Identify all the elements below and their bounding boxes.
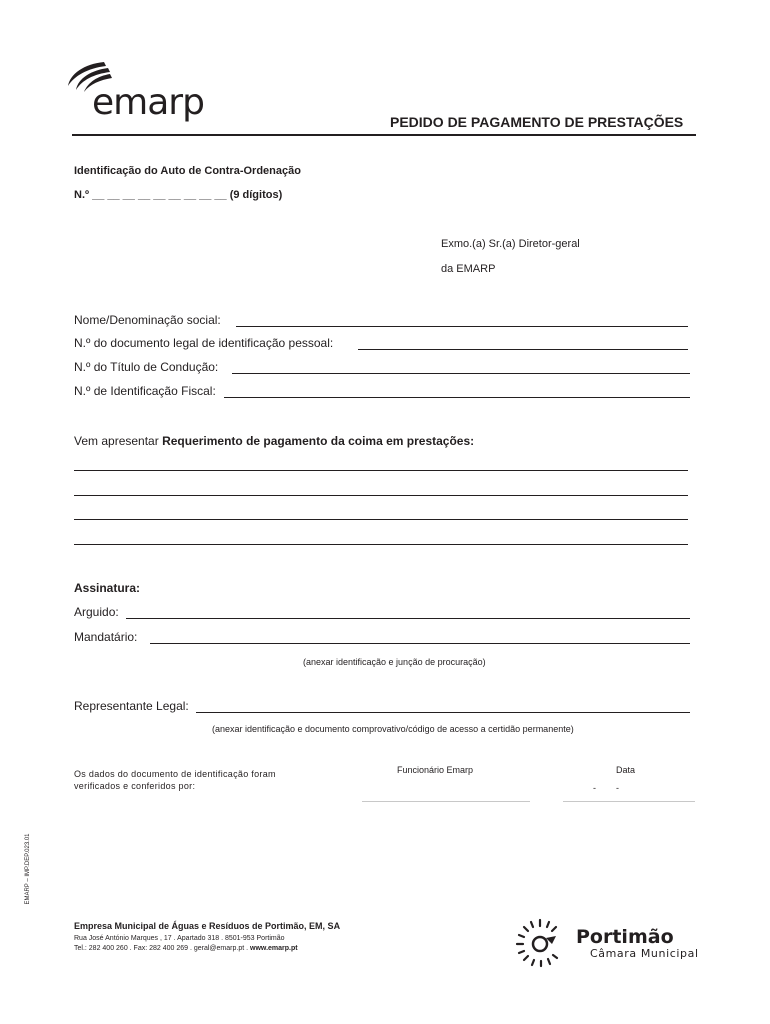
verification-text-1: Os dados do documento de identificação foram	[74, 769, 276, 779]
footer-address: Rua José António Marques , 17 . Apartado 318 . 8501-953 Portimão	[74, 935, 285, 942]
arguido-signature-line[interactable]	[126, 618, 690, 619]
date-field-line[interactable]	[563, 801, 695, 802]
document-title: PEDIDO DE PAGAMENTO DE PRESTAÇÕES	[390, 114, 684, 130]
header-rule	[72, 134, 696, 136]
form-code: EMARP – IMP.DEP.023.01	[25, 833, 31, 905]
emarp-logo	[64, 60, 214, 124]
license-field-line[interactable]	[232, 373, 690, 374]
logo-wordmark: emarp	[92, 82, 204, 123]
request-intro	[74, 434, 474, 448]
request-intro-text: Vem apresentar	[74, 434, 163, 448]
date-separators: - -	[593, 783, 619, 793]
request-line[interactable]	[74, 519, 688, 520]
nif-field-line[interactable]	[224, 397, 690, 398]
name-field-line[interactable]	[236, 326, 688, 327]
mandatario-signature-line[interactable]	[150, 643, 690, 644]
portimao-name: Portimão	[576, 926, 674, 948]
mandatario-label: Mandatário:	[74, 630, 138, 644]
addressee-line-1: Exmo.(a) Sr.(a) Diretor-geral	[441, 238, 580, 250]
arguido-label: Arguido:	[74, 605, 119, 619]
footer-website-link[interactable]: www.emarp.pt	[250, 945, 298, 952]
request-line[interactable]	[74, 544, 688, 545]
employee-label: Funcionário Emarp	[397, 765, 474, 775]
signature-heading: Assinatura:	[74, 581, 141, 595]
id-document-label: N.º do documento legal de identificação pessoal:	[74, 336, 334, 350]
addressee-line-2: da EMARP	[441, 263, 496, 275]
request-intro-bold: Requerimento de pagamento da coima em prestações:	[162, 434, 475, 448]
nif-label: N.º de Identificação Fiscal:	[74, 384, 216, 398]
legal-rep-signature-line[interactable]	[196, 712, 690, 713]
identification-heading: Identificação do Auto de Contra-Ordenação	[74, 165, 301, 177]
verification-text-2: verificados e conferidos por:	[74, 781, 196, 791]
portimao-logo	[512, 914, 712, 970]
legal-rep-note: (anexar identificação e documento comprovativo/código de acesso a certidão permanente)	[212, 724, 574, 734]
legal-rep-label: Representante Legal:	[74, 699, 189, 713]
request-line[interactable]	[74, 470, 688, 471]
request-line[interactable]	[74, 495, 688, 496]
portimao-emblem-icon	[512, 914, 568, 970]
footer-contacts	[74, 945, 298, 952]
auto-number-field[interactable]: N.º __ __ __ __ __ __ __ __ __ (9 dígitos)	[74, 189, 283, 201]
id-document-field-line[interactable]	[358, 349, 688, 350]
footer-contacts-text: Tel.: 282 400 260 . Fax: 282 400 269 . geral@emarp.pt .	[74, 945, 250, 952]
employee-field-line[interactable]	[362, 801, 530, 802]
footer-company: Empresa Municipal de Águas e Resíduos de Portimão, EM, SA	[74, 921, 341, 931]
mandatario-note: (anexar identificação e junção de procuração)	[303, 657, 486, 667]
date-label: Data	[616, 765, 636, 775]
license-label: N.º do Título de Condução:	[74, 360, 219, 374]
portimao-subtitle: Câmara Municipal	[590, 947, 699, 960]
name-label: Nome/Denominação social:	[74, 313, 221, 327]
